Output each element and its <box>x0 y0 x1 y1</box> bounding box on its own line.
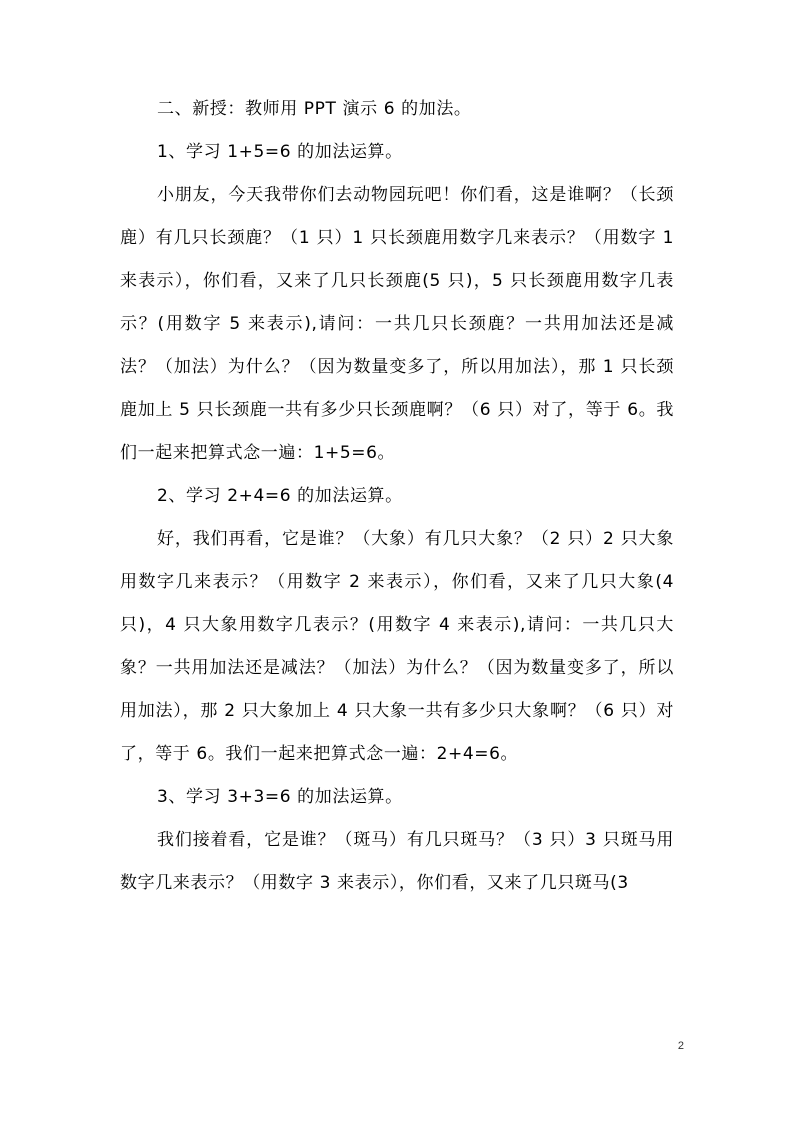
paragraph-elephant: 好，我们再看，它是谁？（大象）有几只大象？（2 只）2 只大象用数字几来表示？（用数字 2 来表示），你们看，又来了几只大象(4 只)，4 只大象用数字几表示？(用数字 4 来表示),请问：一共几只大象？一共用加法还是减法？（加法）为什么？（因为数量变多了，所以用加法），那 2 只大象加上 4 只大象一共有多少只大象啊？（6 只）对了，等于 6。我们一起来把算式念一遍：2+4=6。 <box>120 529 674 764</box>
page-number: 2 <box>677 1040 684 1052</box>
subheading-1-plus-5: 1、学习 1+5=6 的加法运算。 <box>157 142 403 162</box>
paragraph-giraffe: 小朋友，今天我带你们去动物园玩吧！你们看，这是谁啊？（长颈鹿）有几只长颈鹿？（1 只）1 只长颈鹿用数字几来表示？（用数字 1 来表示），你们看，又来了几只长颈鹿(5 只)，5 只长颈鹿用数字几表示？(用数字 5 来表示),请问：一共几只长颈鹿？一共用加法还是减法？（加法）为什么？（因为数量变多了，所以用加法），那 1 只长颈鹿加上 5 只长颈鹿一共有多少只长颈鹿啊？（6 只）对了，等于 6。我们一起来把算式念一遍：1+5=6。 <box>120 185 674 463</box>
paragraph-zebra: 我们接着看，它是谁？（斑马）有几只斑马？（3 只）3 只斑马用数字几来表示？（用数字 3 来表示），你们看，又来了几只斑马(3 <box>120 830 674 893</box>
section-heading-new-lesson: 二、新授：教师用 PPT 演示 6 的加法。 <box>157 99 472 119</box>
subheading-2-plus-4: 2、学习 2+4=6 的加法运算。 <box>157 486 403 506</box>
document-body <box>120 88 674 905</box>
subheading-3-plus-3: 3、学习 3+3=6 的加法运算。 <box>157 787 403 807</box>
